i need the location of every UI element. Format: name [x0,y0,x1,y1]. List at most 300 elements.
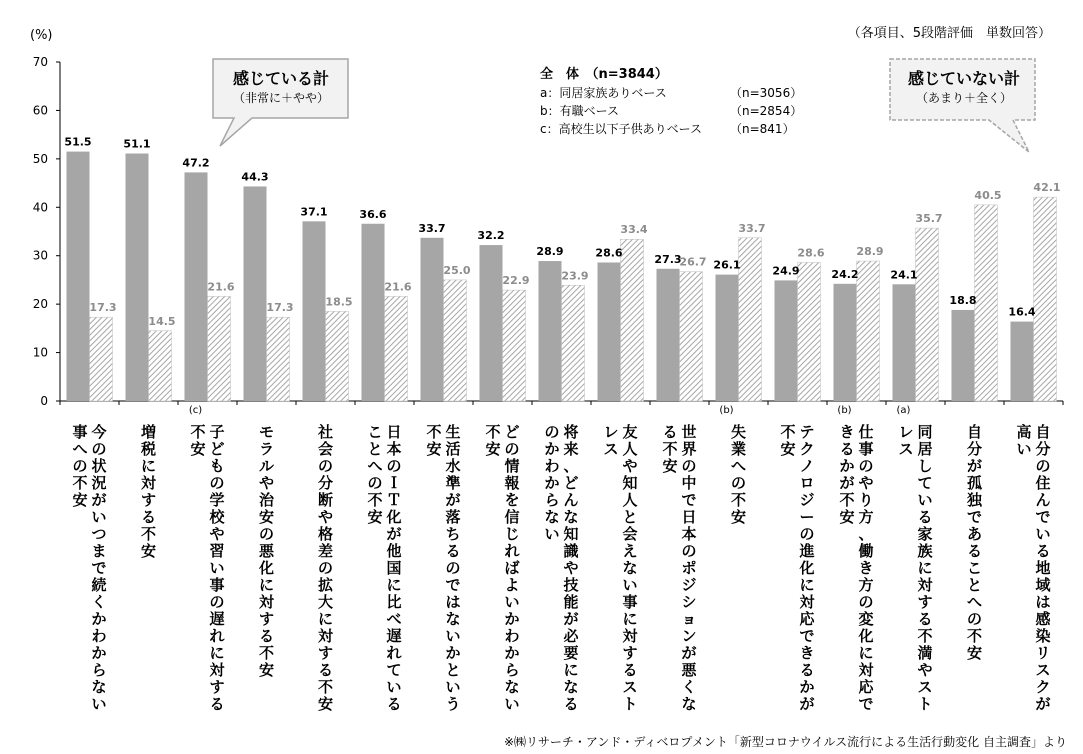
svg-text:い: い [504,695,520,713]
svg-text:対: 対 [317,627,334,645]
legend-item: a：同居家族ありベース （n=3056） [540,86,803,100]
legend-title: 全 体 （n=3844） [540,67,668,82]
svg-text:日: 日 [386,423,402,441]
svg-text:が: が [563,610,579,628]
svg-text:進: 進 [799,542,815,560]
svg-text:化: 化 [386,508,402,526]
svg-text:ら: ら [504,661,520,679]
svg-text:対: 対 [799,593,815,611]
data-label-feel: 26.1 [713,258,741,272]
svg-text:地: 地 [1035,559,1051,577]
data-label-not-feel: 33.7 [738,221,766,235]
svg-text:活: 活 [445,440,461,458]
data-label-feel: 36.6 [359,207,387,221]
data-label-feel: 44.3 [241,170,269,184]
bar-feel [598,262,621,401]
svg-text:世: 世 [681,423,697,441]
svg-text:の: の [317,457,334,475]
base-mark: (c) [188,405,203,416]
data-label-feel: 51.1 [123,137,151,151]
y-tick-label: 40 [32,200,48,215]
y-tick-label: 70 [32,55,48,69]
svg-text:が: が [966,457,983,475]
callout-not-feel: 感じていない計 （あまり＋全く） [907,69,1020,105]
svg-text:安: 安 [140,542,157,560]
svg-text:で: で [1035,508,1051,526]
data-label-feel: 28.9 [536,245,564,259]
svg-text:本: 本 [681,525,697,543]
svg-text:安: 安 [426,440,442,458]
svg-text:に: に [140,457,157,475]
svg-text:に: に [563,661,579,679]
svg-text:ち: ち [445,525,461,543]
svg-text:へ: へ [367,457,383,475]
svg-text:遅: 遅 [209,610,225,628]
svg-text:居: 居 [917,440,933,458]
bar-feel [893,284,916,401]
svg-text:対: 対 [917,576,933,594]
callout-feel: 感じている計 （非常に＋やや） [232,69,329,105]
svg-text:で: で [858,695,874,713]
data-label-not-feel: 21.6 [384,280,412,294]
svg-text:ョ: ョ [681,610,697,628]
svg-text:ジ: ジ [681,576,697,594]
svg-text:ジ: ジ [799,491,815,509]
svg-text:業: 業 [730,440,747,458]
svg-text:分: 分 [317,474,334,492]
bar-feel [775,280,798,401]
svg-text:治: 治 [258,491,275,509]
bar-not-feel [208,296,231,401]
bar-not-feel [562,285,585,401]
bar-not-feel [326,311,349,401]
svg-text:技: 技 [563,576,579,594]
svg-text:ん: ん [1035,491,1051,509]
svg-text:情: 情 [504,457,520,475]
svg-text:ら: ら [544,491,560,509]
svg-text:住: 住 [1035,474,1051,492]
svg-text:ー: ー [799,508,815,526]
svg-text:ス: ス [917,678,933,696]
svg-text:が: が [386,525,402,543]
svg-text:ト: ト [622,695,638,713]
svg-text:ポ: ポ [681,559,697,577]
svg-text:事: 事 [72,423,88,441]
svg-text:き: き [799,644,815,662]
svg-text:の: の [544,423,560,441]
svg-text:準: 準 [445,474,461,492]
svg-text:報: 報 [504,474,520,492]
svg-text:い: い [209,559,225,577]
bar-not-feel [267,317,290,401]
svg-text:来: 来 [563,440,579,458]
svg-text:格: 格 [317,525,334,543]
svg-text:比: 比 [386,593,402,611]
svg-text:す: す [140,491,157,509]
svg-text:の: の [681,457,697,475]
svg-text:か: か [504,644,520,662]
svg-text:対: 対 [140,474,157,492]
svg-text:不: 不 [140,525,157,543]
svg-text:Ｉ: Ｉ [386,474,402,492]
svg-text:て: て [917,474,933,492]
bar-not-feel [798,262,821,401]
category-label [426,423,460,713]
svg-text:つ: つ [91,525,107,543]
y-tick-label: 10 [32,345,48,360]
svg-text:ロ: ロ [799,474,815,492]
svg-text:に: に [799,576,815,594]
svg-text:水: 水 [445,457,461,475]
category-label [839,423,874,713]
svg-text:界: 界 [681,440,697,458]
svg-text:よ: よ [504,576,520,594]
bar-feel [480,245,503,401]
bar-not-feel [680,272,703,401]
svg-text:会: 会 [317,440,334,458]
svg-text:税: 税 [140,440,157,458]
svg-text:へ: へ [72,440,88,458]
svg-text:今: 今 [91,423,107,441]
svg-text:い: い [91,695,107,713]
svg-text:学: 学 [209,491,225,509]
source-note: ※㈱リサーチ・アンド・ディベロプメント「新型コロナウイルス流行による生活行動変化 自主調査」より [504,735,1067,749]
svg-text:や: や [209,525,225,543]
legend [540,66,802,138]
data-label-feel: 16.4 [1008,305,1036,319]
svg-text:、: 、 [563,457,579,475]
svg-text:安: 安 [730,508,747,526]
svg-text:い: い [504,593,520,611]
svg-text:国: 国 [386,559,402,577]
category-label [662,423,697,713]
svg-text:断: 断 [317,491,334,509]
svg-text:る: る [386,695,402,713]
svg-text:の: の [1035,457,1051,475]
svg-text:る: る [839,440,855,458]
svg-text:ク: ク [1035,678,1051,696]
bar-feel [716,275,739,401]
data-label-feel: 24.2 [831,267,859,281]
svg-text:家: 家 [917,525,933,543]
svg-text:悪: 悪 [681,661,697,679]
svg-text:る: る [1035,542,1051,560]
svg-text:ス: ス [603,440,619,458]
y-tick-label: 20 [32,297,48,312]
unit-label: (%) [30,28,53,43]
bar-feel [303,221,326,401]
svg-text:に: に [258,576,275,594]
svg-text:事: 事 [209,576,225,594]
data-label-not-feel: 33.4 [620,223,648,237]
data-label-not-feel: 23.9 [561,269,589,283]
svg-text:友: 友 [622,423,638,441]
svg-text:な: な [563,678,579,696]
bar-not-feel [857,261,880,401]
bar-not-feel [916,228,939,401]
svg-text:同: 同 [917,423,933,441]
svg-text:事: 事 [858,440,874,458]
svg-text:知: 知 [563,525,579,543]
svg-text:の: の [258,525,275,543]
bar-feel [244,186,267,401]
svg-text:を: を [504,491,520,509]
bar-feel [362,224,385,401]
svg-text:と: と [966,576,983,594]
y-tick-label: 60 [32,103,48,118]
svg-text:ら: ら [91,661,107,679]
category-label [72,423,106,713]
svg-text:に: に [317,610,334,628]
svg-text:化: 化 [258,559,275,577]
svg-text:不: 不 [662,440,678,458]
svg-text:る: る [799,661,815,679]
svg-text:高: 高 [1016,423,1032,441]
data-label-not-feel: 25.0 [443,263,471,277]
svg-text:レ: レ [898,423,914,441]
svg-text:の: の [445,559,461,577]
data-label-feel: 24.9 [772,264,800,278]
svg-text:分: 分 [1035,440,1051,458]
svg-text:安: 安 [72,491,88,509]
svg-text:は: は [1035,593,1051,611]
base-mark: (b) [837,405,852,416]
category-label [731,423,746,526]
svg-text:わ: わ [91,627,107,645]
bar-not-feel [739,238,762,401]
svg-text:の: の [858,457,874,475]
svg-text:能: 能 [563,593,579,611]
svg-text:の: の [858,593,874,611]
svg-text:な: な [563,508,579,526]
svg-text:不: 不 [917,627,933,645]
svg-text:不: 不 [426,423,442,441]
svg-text:ど: ど [563,474,579,492]
bar-not-feel [90,317,113,401]
svg-text:へ: へ [730,457,747,475]
svg-text:る: る [258,627,275,645]
svg-text:る: る [662,423,678,441]
svg-text:わ: わ [504,627,520,645]
svg-text:他: 他 [386,542,402,560]
svg-text:不: 不 [485,423,501,441]
legend-item: c：高校生以下子供ありベース （n=841） [540,122,795,136]
svg-text:す: す [258,610,275,628]
svg-text:独: 独 [966,491,983,509]
data-label-not-feel: 22.9 [502,274,530,288]
svg-text:対: 対 [622,627,638,645]
svg-text:く: く [681,678,697,696]
svg-text:へ: へ [966,593,983,611]
svg-text:シ: シ [681,593,697,611]
svg-text:ス: ス [622,678,638,696]
svg-text:ど: ど [504,423,520,441]
svg-text:に: に [858,644,874,662]
data-label-feel: 33.7 [418,221,446,235]
svg-text:が: が [681,644,697,662]
svg-text:る: る [917,508,933,526]
svg-text:わ: わ [544,457,560,475]
svg-text:安: 安 [258,508,275,526]
svg-text:の: の [317,559,334,577]
data-label-feel: 28.6 [595,246,623,260]
survey-note: （各項目、5段階評価 単数回答） [847,26,1051,41]
svg-text:満: 満 [917,644,933,662]
svg-text:と: と [445,661,461,679]
svg-text:日: 日 [681,508,697,526]
svg-text:孤: 孤 [966,474,983,492]
svg-text:の: の [72,457,88,475]
svg-text:こ: こ [966,559,983,577]
category-label [966,423,983,662]
bar-feel [67,152,90,401]
category-label [485,423,520,713]
svg-text:拡: 拡 [317,576,334,594]
svg-text:不: 不 [190,423,206,441]
svg-text:事: 事 [622,593,638,611]
bar-not-feel [503,290,526,401]
category-label [258,423,275,679]
bar-not-feel [444,280,467,401]
svg-text:る: る [140,508,157,526]
data-label-not-feel: 26.7 [679,255,707,269]
data-label-feel: 24.1 [890,268,918,282]
svg-text:あ: あ [966,525,983,543]
svg-text:域: 域 [1035,576,1051,594]
svg-text:続: 続 [91,576,107,594]
svg-text:不: 不 [258,644,275,662]
svg-text:不: 不 [367,491,383,509]
svg-text:い: い [1035,525,1051,543]
svg-text:る: る [563,695,579,713]
svg-text:い: い [1016,440,1032,458]
svg-text:染: 染 [1035,627,1051,645]
svg-text:会: 会 [622,525,638,543]
svg-text:が: が [1035,695,1051,713]
svg-text:う: う [445,695,461,713]
svg-text:る: る [209,695,225,713]
svg-text:社: 社 [317,423,334,441]
svg-text:す: す [317,644,334,662]
data-label-not-feel: 17.3 [266,301,294,315]
bar-not-feel [1034,197,1057,401]
svg-text:ス: ス [1035,661,1051,679]
svg-text:安: 安 [317,695,334,713]
svg-text:自: 自 [966,423,983,441]
svg-text:り: り [858,491,874,509]
svg-text:す: す [209,678,225,696]
svg-text:の: の [367,474,383,492]
data-label-not-feel: 18.5 [325,295,353,309]
svg-text:落: 落 [445,508,461,526]
svg-text:に: に [386,576,402,594]
svg-text:ん: ん [563,491,579,509]
svg-text:い: い [445,627,461,645]
svg-text:や: や [317,508,334,526]
svg-text:の: の [799,525,815,543]
svg-text:で: で [966,508,983,526]
svg-text:る: る [317,661,334,679]
svg-text:化: 化 [858,627,874,645]
svg-text:き: き [839,423,855,441]
svg-text:方: 方 [858,508,874,526]
svg-text:に: に [209,644,225,662]
svg-text:応: 応 [799,610,815,628]
category-label [603,423,638,713]
svg-text:し: し [917,457,933,475]
svg-text:べ: べ [386,610,402,628]
svg-text:か: か [91,644,107,662]
category-label [898,423,933,713]
svg-text:人: 人 [622,491,638,509]
data-label-not-feel: 28.9 [856,245,884,259]
category-label [317,423,334,713]
svg-text:モ: モ [258,423,275,441]
svg-text:不: 不 [966,627,983,645]
svg-text:ク: ク [799,440,815,458]
svg-text:の: の [730,474,747,492]
data-label-not-feel: 42.1 [1033,181,1061,195]
svg-text:自: 自 [1035,423,1051,441]
svg-text:る: る [622,661,638,679]
svg-text:い: い [622,576,638,594]
svg-text:悪: 悪 [258,542,275,560]
svg-text:で: で [91,559,107,577]
svg-text:変: 変 [858,610,874,628]
svg-text:安: 安 [485,440,501,458]
svg-text:中: 中 [681,474,697,492]
svg-text:生: 生 [445,423,461,441]
svg-text:と: と [367,440,383,458]
data-label-not-feel: 21.6 [207,280,235,294]
svg-text:増: 増 [140,423,157,441]
svg-text:で: で [681,491,697,509]
svg-text:対: 対 [209,661,225,679]
svg-text:か: か [445,644,461,662]
y-tick-label: 30 [32,248,48,263]
svg-text:や: や [917,661,933,679]
svg-text:こ: こ [367,423,383,441]
svg-text:テ: テ [799,423,815,441]
svg-text:ま: ま [91,542,107,560]
legend-item: b：有職ベース （n=2854） [540,104,803,118]
svg-text:る: る [917,610,933,628]
svg-text:校: 校 [209,508,225,526]
svg-text:況: 況 [91,474,107,492]
svg-text:習: 習 [209,542,225,560]
svg-text:が: が [799,695,815,713]
svg-text:い: い [445,678,461,696]
svg-text:安: 安 [367,508,383,526]
svg-text:大: 大 [317,593,334,611]
svg-text:え: え [622,542,638,560]
category-label [1016,423,1051,713]
data-label-not-feel: 28.6 [797,246,825,260]
svg-text:ン: ン [681,627,697,645]
svg-text:仕: 仕 [858,423,874,441]
category-label [190,423,225,713]
bar-feel [421,238,444,401]
svg-text:化: 化 [799,559,815,577]
svg-text:差: 差 [317,542,334,560]
svg-text:な: な [504,678,520,696]
svg-text:応: 応 [858,678,874,696]
svg-text:の: の [681,542,697,560]
data-label-feel: 37.1 [300,205,328,219]
svg-text:が: が [445,491,461,509]
svg-text:す: す [917,593,933,611]
svg-text:必: 必 [563,627,579,645]
